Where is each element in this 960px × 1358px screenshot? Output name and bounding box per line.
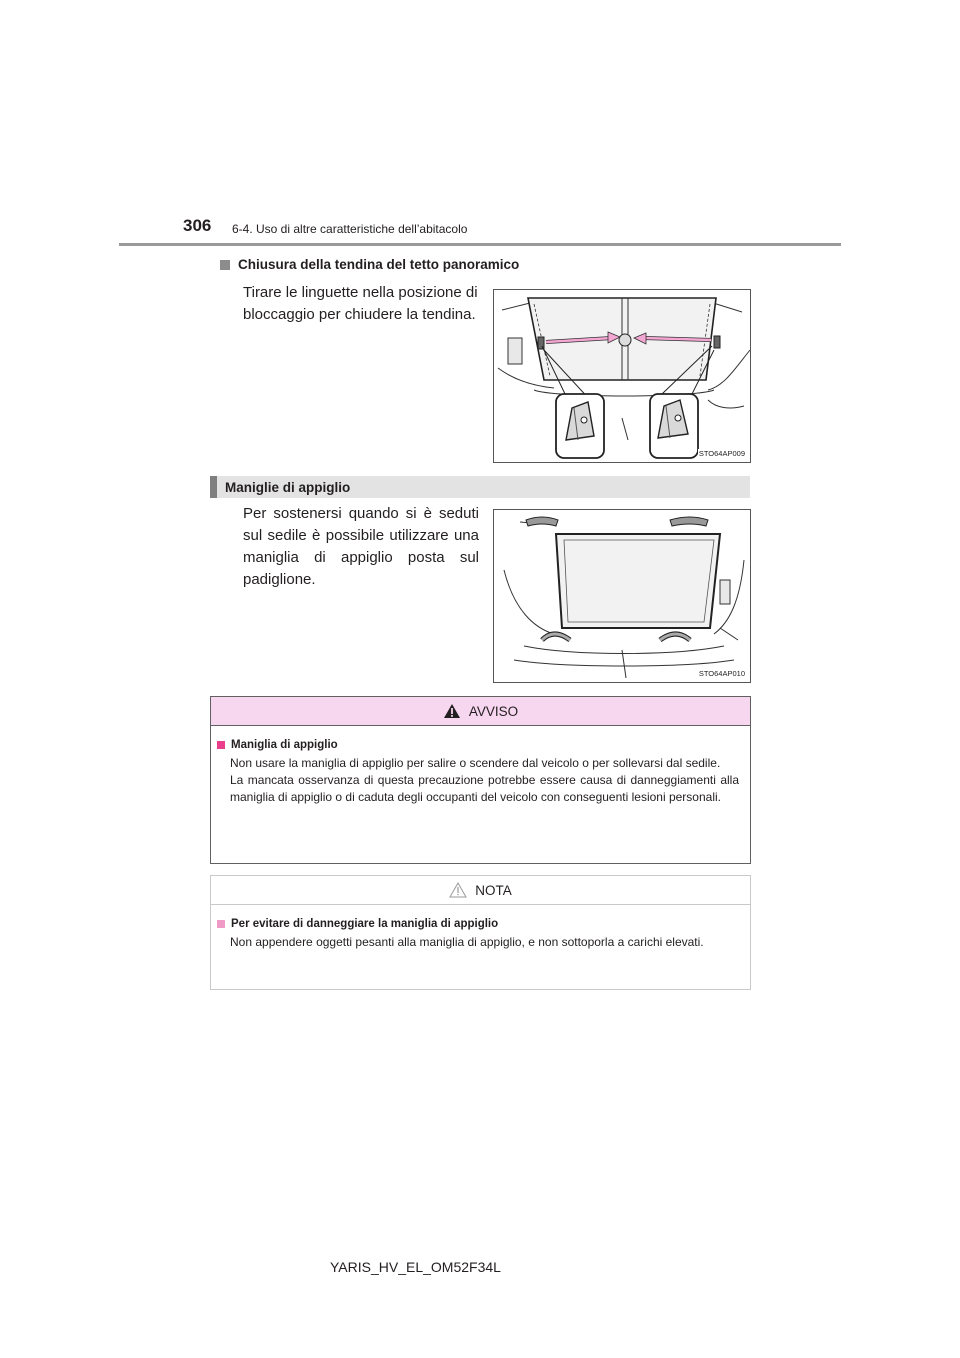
- warning-triangle-icon: [443, 703, 461, 719]
- curtain-heading-text: Chiusura della tendina del tetto panoramico: [238, 257, 520, 272]
- footer-document-code: YARIS_HV_EL_OM52F34L: [330, 1259, 501, 1275]
- page-number: 306: [183, 216, 212, 235]
- heading-marker: [210, 476, 217, 498]
- square-bullet-icon: [217, 920, 225, 928]
- note-subheading: Per evitare di danneggiare la maniglia di appiglio: [217, 918, 750, 930]
- caution-outline-icon: [449, 882, 467, 898]
- warning-title: AVVISO: [468, 703, 519, 719]
- curtain-instructions: Tirare le linguette nella posizione di bloccaggio per chiudere la tendina.: [243, 284, 478, 323]
- warning-text-2: La mancata osservanza di questa precauzione potrebbe essere causa di danneggiamenti alla maniglia di appiglio o di caduta degli occupanti del veicolo con conseguenti lesioni personali.: [230, 773, 739, 804]
- warning-box: [210, 696, 751, 864]
- header-divider: [119, 243, 841, 246]
- grips-description: Per sostenersi quando si è seduti sul sedile è possibile utilizzare una maniglia di appiglio posta sul padiglione.: [243, 505, 479, 588]
- figure-code: STO64AP009: [698, 449, 745, 458]
- warning-header: [211, 697, 750, 726]
- section-title: 6-4. Uso di altre caratteristiche dell’abitacolo: [232, 222, 468, 236]
- square-bullet-icon: [220, 260, 230, 270]
- note-header: [211, 876, 750, 905]
- grips-section-heading: [210, 476, 750, 498]
- curtain-heading: [220, 257, 519, 272]
- curtain-illustration: [493, 289, 751, 463]
- grips-illustration: [493, 509, 751, 683]
- note-title: NOTA: [475, 882, 512, 898]
- warning-text-1: Non usare la maniglia di appiglio per salire o scendere dal veicolo o per sollevarsi dal sedile.: [230, 756, 721, 770]
- warning-subheading: Maniglia di appiglio: [217, 739, 750, 751]
- note-box: [210, 875, 751, 990]
- grips-heading-text: Maniglie di appiglio: [225, 479, 351, 495]
- assist-grips-drawing: [494, 510, 750, 682]
- panoramic-roof-curtain-drawing: [494, 290, 750, 462]
- square-bullet-icon: [217, 741, 225, 749]
- figure-code: STO64AP010: [698, 669, 745, 678]
- note-text: Non appendere oggetti pesanti alla maniglia di appiglio, e non sottoporla a carichi elevati.: [230, 935, 704, 949]
